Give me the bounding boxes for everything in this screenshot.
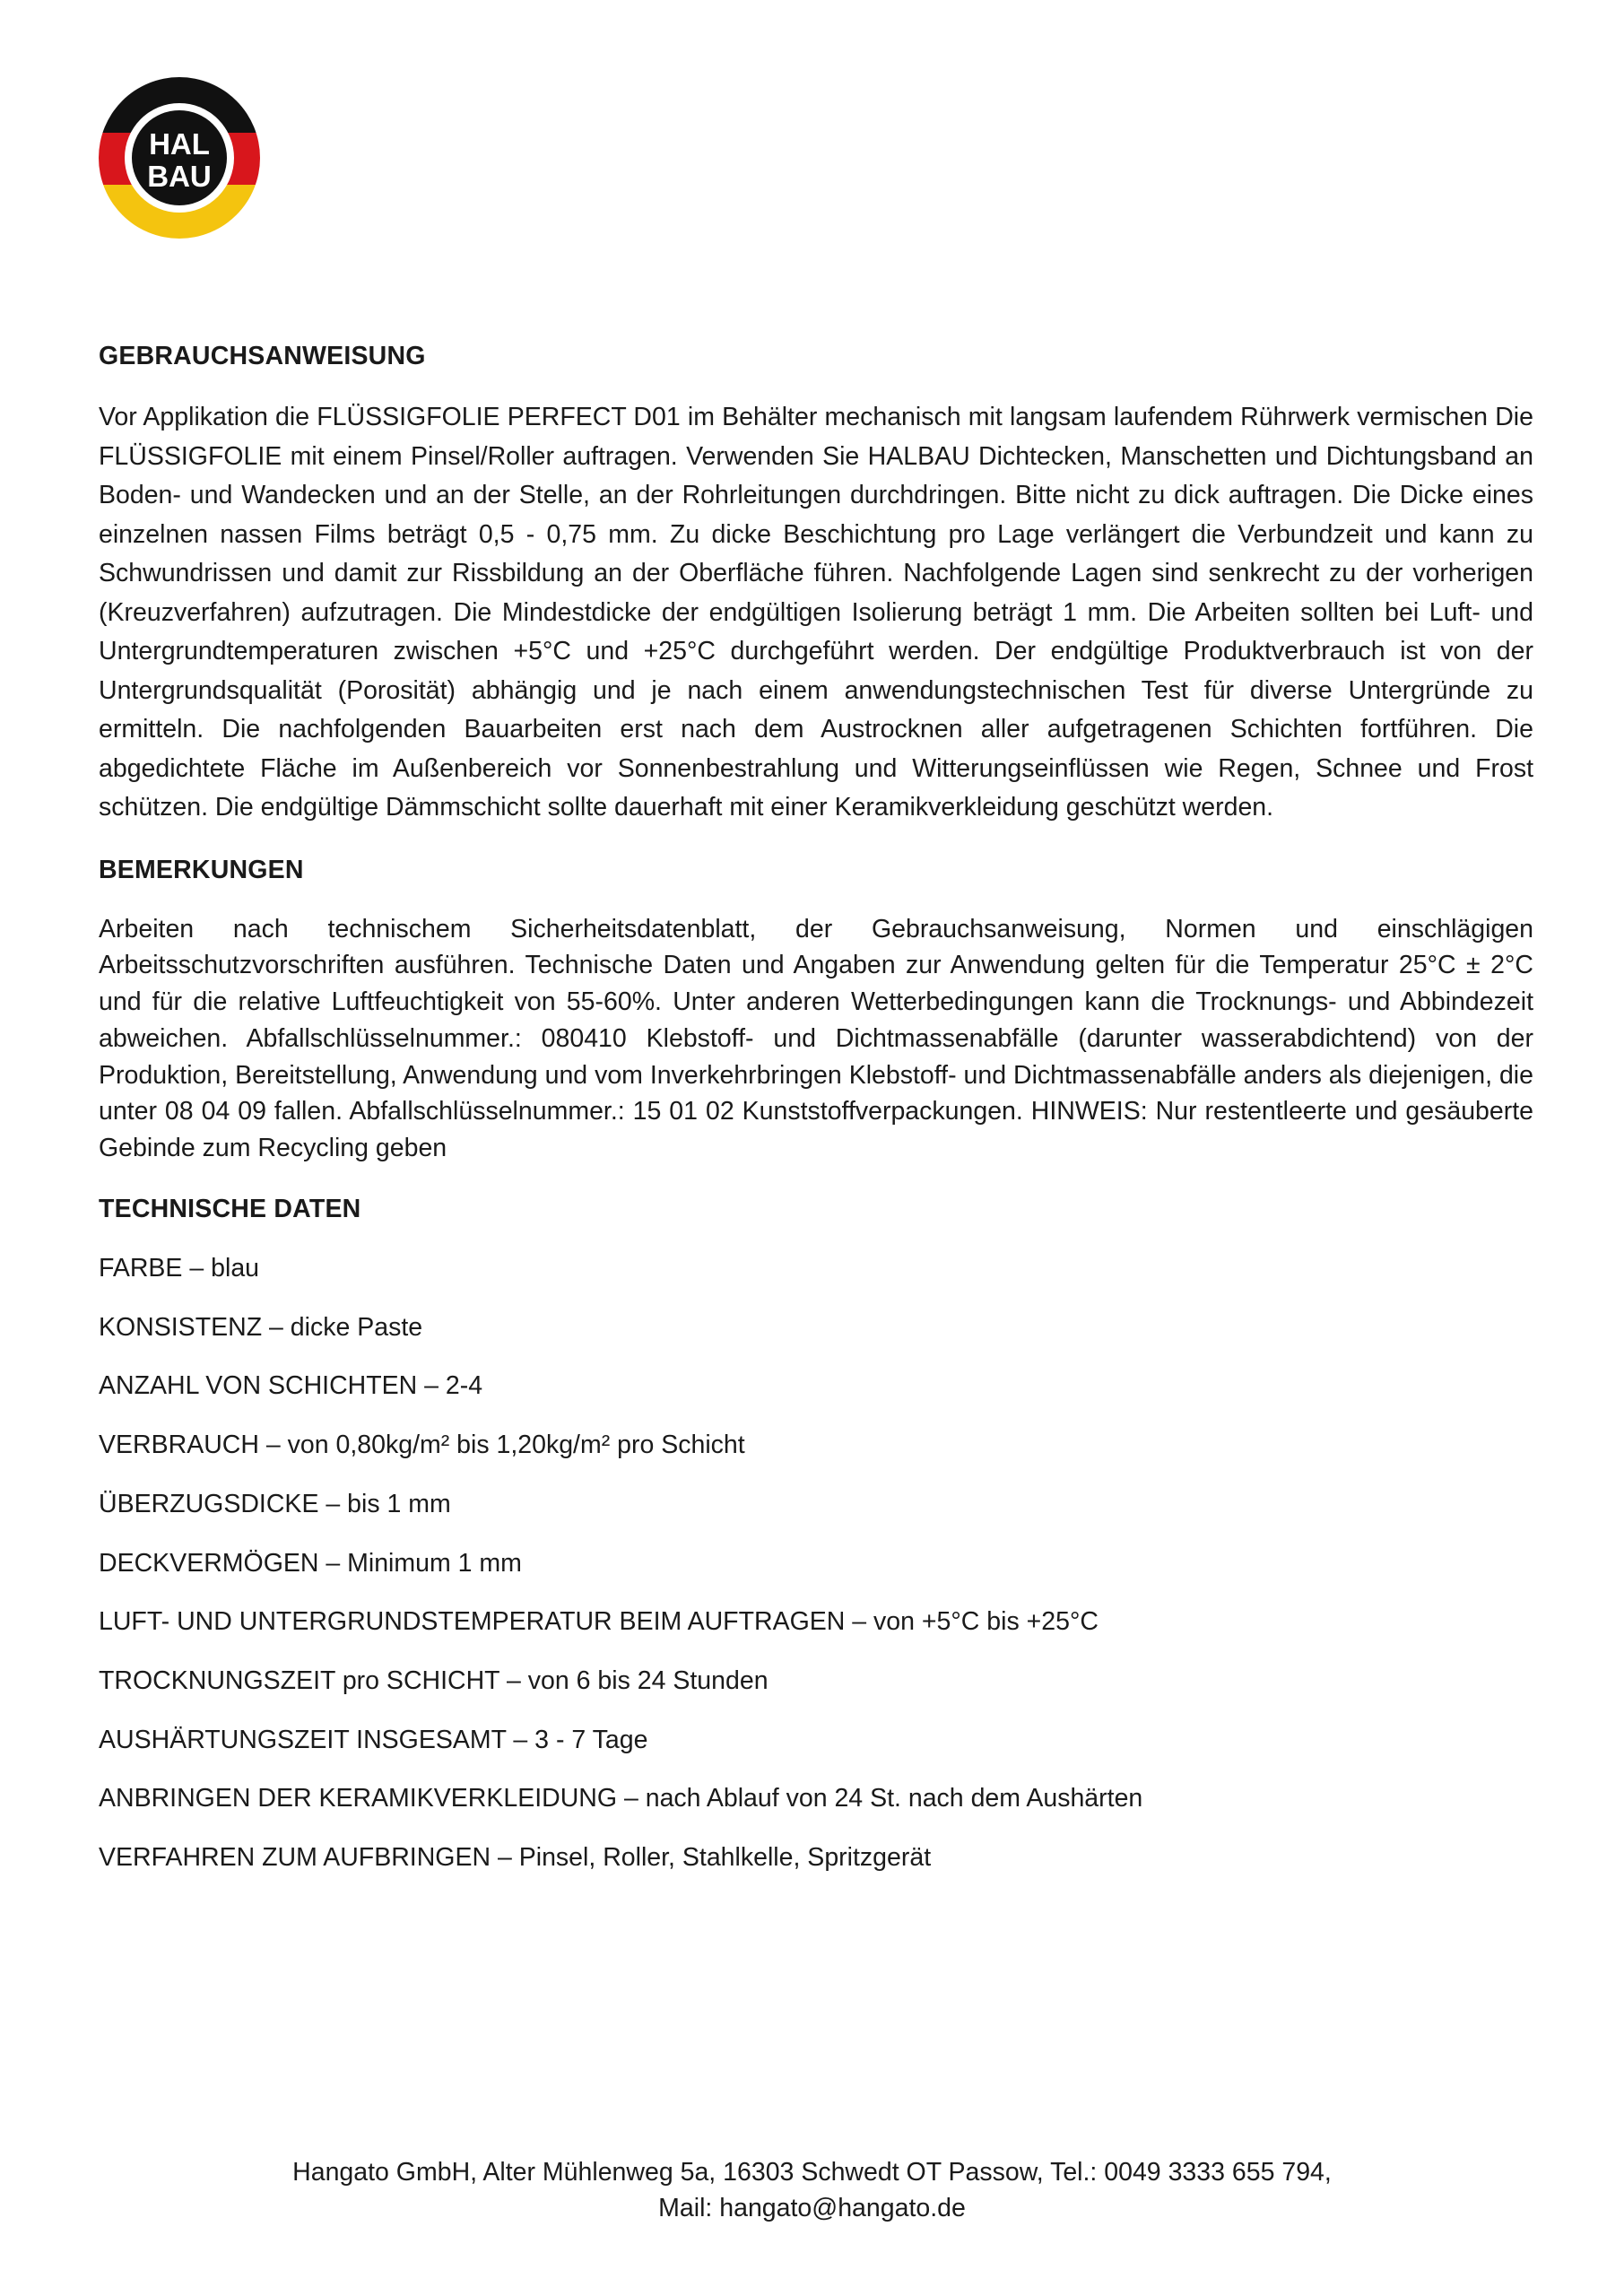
tech-item-drying-time: TROCKNUNGSZEIT pro SCHICHT – von 6 bis 24 Stunden: [99, 1665, 769, 1695]
tech-item-color: FARBE – blau: [99, 1254, 260, 1283]
tech-item-layers: ANZAHL VON SCHICHTEN – 2-4: [99, 1371, 483, 1401]
tech-item-consumption: VERBRAUCH – von 0,80kg/m² bis 1,20kg/m² pro Schicht: [99, 1431, 745, 1460]
tech-item-curing-time: AUSHÄRTUNGSZEIT INSGESAMT – 3 - 7 Tage: [99, 1725, 648, 1754]
logo-text-bau: BAU: [147, 160, 212, 193]
remarks-heading: BEMERKUNGEN: [99, 855, 304, 884]
remarks-text: Arbeiten nach technischem Sicherheitsdatenblatt, der Gebrauchsanweisung, Normen und einschlägigen Arbeitsschutzvorschriften ausführen. Technische Daten und Angaben zur Anwendung gelten für die Temperatur 25°C ± 2°C und für die relative Luftfeuchtigkeit von 55-60%. Unter anderen Wetterbedingungen kann die Trocknungs- und Abbindezeit abweichen. Abfallschlüsselnummer.: 080410 Klebstoff- und Dichtmassenabfälle (darunter wasserabdichtend) von der Produktion, Bereitstellung, Anwendung und vom Inverkehrbringen Klebstoff- und Dichtmassenabfälle anders als diejenigen, die unter 08 04 09 fallen. Abfallschlüsselnummer.: 15 01 02 Kunststoffverpackungen. HINWEIS: Nur restentleerte und gesäuberte Gebinde zum Recycling geben: [99, 914, 1533, 1163]
technical-data-heading: TECHNISCHE DATEN: [99, 1195, 361, 1224]
usage-instructions-text: Vor Applikation die FLÜSSIGFOLIE PERFECT D01 im Behälter mechanisch mit langsam laufendem Rührwerk vermischen Die FLÜSSIGFOLIE mit einem Pinsel/Roller auftragen. Verwenden Sie HALBAU Dichtecken, Manschetten und Dichtungsband an Boden- und Wandecken und an der Stelle, an der Rohrleitungen durchdringen. Bitte nicht zu dick auftragen. Die Dicke eines einzelnen nassen Films beträgt 0,5 - 0,75 mm. Zu dicke Beschichtung pro Lage verlängert die Verbundzeit und kann zu Schwundrissen und damit zur Rissbildung an der Oberfläche führen. Nachfolgende Lagen sind senkrecht zu der vorherigen (Kreuzverfahren) aufzutragen. Die Mindestdicke der endgültigen Isolierung beträgt 1 mm. Die Arbeiten sollten bei Luft- und Untergrundtemperaturen zwischen +5°C und +25°C durchgeführt werden. Der endgültige Produktverbrauch ist von der Untergrundsqualität (Porosität) abhängig und je nach einem anwendungstechnischen Test für diverse Untergründe zu ermitteln. Die nachfolgenden Bauarbeiten erst nach dem Austrocknen aller aufgetragenen Schichten fortführen. Die abgedichtete Fläche im Außenbereich vor Sonnenbestrahlung und Witterungseinflüssen wie Regen, Schnee und Frost schützen. Die endgültige Dämmschicht sollte dauerhaft mit einer Keramikverkleidung geschützt werden.: [99, 403, 1533, 822]
tech-item-consistency: KONSISTENZ – dicke Paste: [99, 1312, 423, 1342]
tech-item-application-method: VERFAHREN ZUM AUFBRINGEN – Pinsel, Roller, Stahlkelle, Spritzgerät: [99, 1842, 932, 1872]
usage-instructions-heading: GEBRAUCHSANWEISUNG: [99, 342, 426, 370]
tech-item-coverage: DECKVERMÖGEN – Minimum 1 mm: [99, 1548, 522, 1578]
tech-item-application-temperature: LUFT- UND UNTERGRUNDSTEMPERATUR BEIM AUFTRAGEN – von +5°C bis +25°C: [99, 1607, 1099, 1637]
document-body: [99, 339, 1533, 1900]
footer-address: Hangato GmbH, Alter Mühlenweg 5a, 16303 Schwedt OT Passow, Tel.: 0049 3333 655 794,: [292, 2158, 1332, 2187]
halbau-logo: [99, 77, 260, 239]
technical-data-list: [99, 1251, 1533, 1900]
footer: [0, 2154, 1624, 2226]
logo-text-hal: HAL: [149, 127, 210, 161]
footer-email: Mail: hangato@hangato.de: [658, 2194, 966, 2222]
tech-item-coating-thickness: ÜBERZUGSDICKE – bis 1 mm: [99, 1489, 451, 1518]
tech-item-ceramic-cladding: ANBRINGEN DER KERAMIKVERKLEIDUNG – nach Ablauf von 24 St. nach dem Aushärten: [99, 1784, 1143, 1813]
